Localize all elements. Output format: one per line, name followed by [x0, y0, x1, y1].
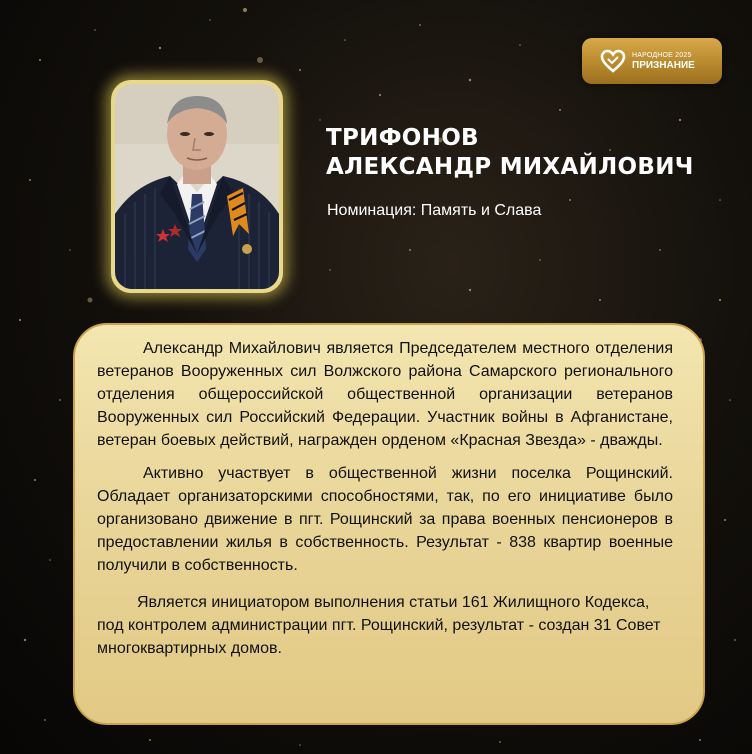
person-name	[326, 124, 694, 182]
bio-paragraph-2: Активно участвует в общественной жизни поселка Рощинский. Обладает организаторскими способностями, так, по его инициативе было организовано движение в пгт. Рощинский за права военных пенсионеров в предоставлении жилья в собственность. Результат - 838 квартир военные получили в собственность.	[97, 465, 673, 574]
biography-text	[97, 337, 673, 670]
bio-paragraph-3: Является инициатором выполнения статьи 161 Жилищного Кодекса, под контролем администрации пгт. Рощинский, результат - создан 31 Совет многоквартирных домов.	[97, 594, 661, 657]
biography-panel	[73, 323, 705, 725]
portrait-frame	[111, 80, 283, 293]
person-name-patronymic: АЛЕКСАНДР МИХАЙЛОВИЧ	[326, 154, 694, 180]
portrait-photo	[115, 84, 279, 289]
veteran-portrait-illustration	[115, 84, 279, 289]
nomination-label: Номинация: Память и Слава	[327, 202, 542, 219]
badge-caption: НАРОДНОЕ 2025	[632, 51, 692, 59]
person-surname: ТРИФОНОВ	[326, 125, 479, 151]
heart-icon	[600, 49, 626, 73]
award-logo-badge	[582, 38, 722, 84]
bio-paragraph-1: Александр Михайлович является Председателем местного отделения ветеранов Вооруженных сил Волжского района Самарского регионального отделения общероссийской общественной организации ветеранов Вооруженных сил Российский Федерации. Участник войны в Афганистане, ветеран боевых действий, награжден орденом «Красная Звезда» - дважды.	[97, 340, 673, 449]
badge-title: ПРИЗНАНИЕ	[632, 59, 695, 71]
